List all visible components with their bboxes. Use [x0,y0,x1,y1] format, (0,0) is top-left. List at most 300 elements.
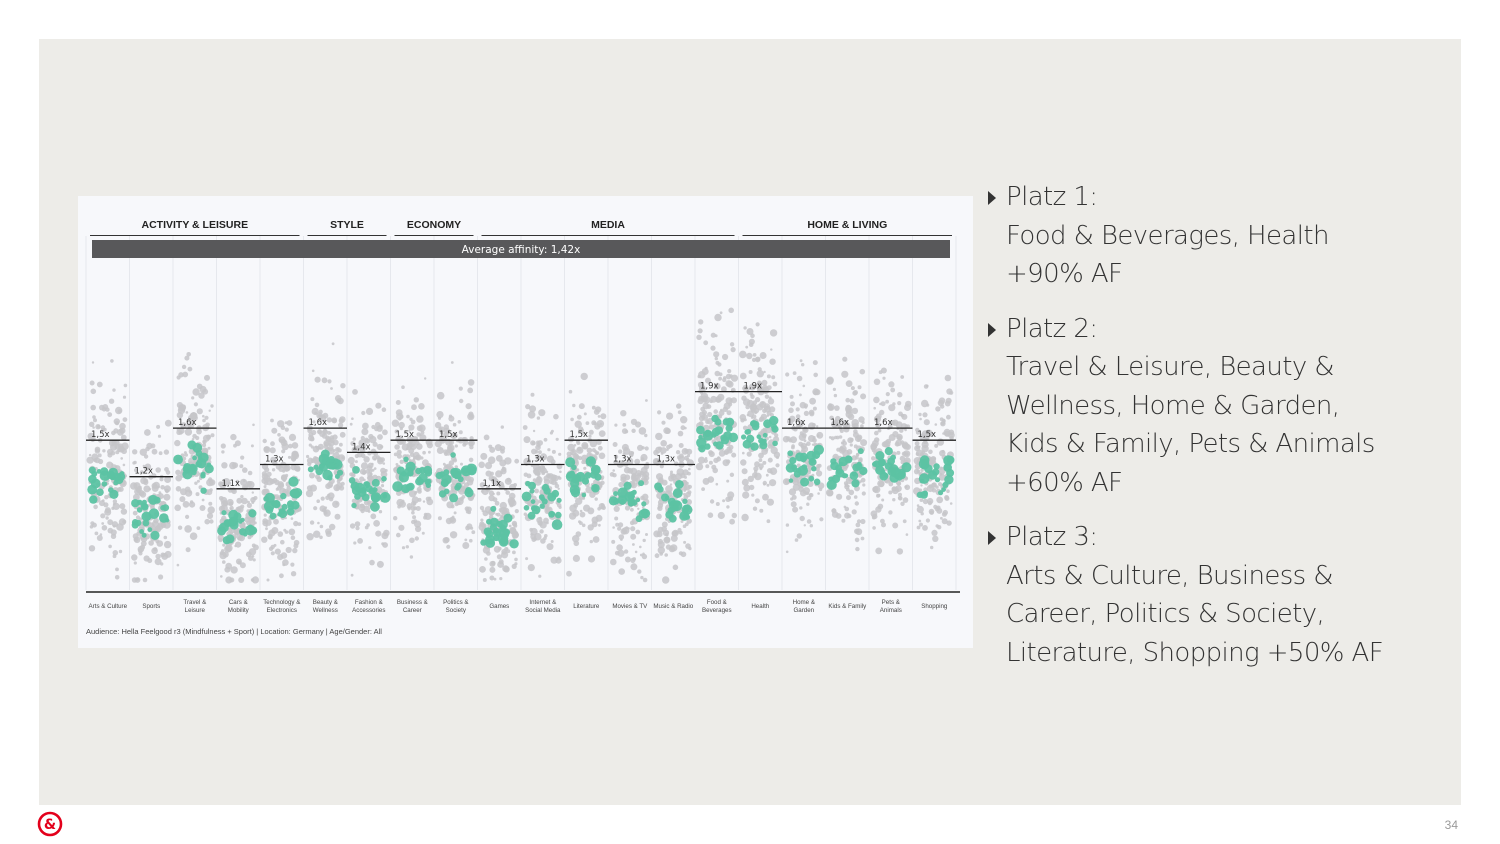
data-point [281,552,288,559]
data-point [111,529,117,535]
data-point [533,430,535,432]
chart-footnote: Audience: Hella Feelgood r3 (Mindfulness + Sport) | Location: Germany | Age/Gender: All [86,627,382,636]
data-point [712,468,718,474]
category-tick-label [751,603,769,610]
highlight-data-point [196,450,203,457]
data-point [696,335,701,340]
data-point [851,386,855,390]
data-point [845,507,850,512]
data-point [590,540,593,543]
data-point [897,482,901,486]
data-point [339,416,345,422]
data-point [422,459,429,466]
data-point [801,363,804,366]
data-point [572,450,575,453]
data-point [222,544,225,547]
data-point [132,461,135,464]
data-point [111,431,116,436]
data-point [762,494,769,501]
data-point [98,453,102,457]
data-point [382,429,388,435]
highlight-data-point [763,433,768,438]
category-tick-label-line: Health [751,603,770,610]
data-point [165,551,172,558]
data-point [209,519,213,523]
data-point [724,449,730,455]
highlight-data-point [630,491,635,496]
data-point [797,480,800,483]
data-point [872,526,876,530]
data-point [741,514,748,521]
data-point [165,420,172,427]
data-point [581,373,588,380]
highlight-data-point [830,458,836,464]
data-point [592,517,599,524]
highlight-data-point [850,471,859,480]
data-point [140,545,145,550]
data-point [240,495,243,498]
category-tick-label-line: Home & [792,599,815,606]
data-point [775,463,779,467]
data-point [408,440,415,447]
data-point [415,441,420,446]
data-point [378,425,383,430]
data-point [915,441,920,446]
data-point [406,545,409,548]
data-point [809,411,814,416]
data-point [495,470,502,477]
data-point [285,474,288,477]
highlight-data-point [802,464,808,470]
data-point [468,379,475,386]
data-point [113,503,120,510]
data-point [308,435,314,441]
data-point [705,464,709,468]
data-point [730,473,734,477]
data-point [713,409,718,414]
data-point [918,520,921,523]
data-point [708,512,714,518]
data-point [885,400,889,404]
data-point [306,455,309,458]
highlight-data-point [670,506,676,512]
data-point [936,497,943,504]
data-point [293,543,298,548]
data-point [175,470,180,475]
data-point [622,428,628,434]
data-point [381,484,384,487]
highlight-data-point [919,473,930,484]
data-point [238,508,242,512]
data-point [271,551,275,555]
data-point [309,444,312,447]
data-point [107,519,113,525]
median-value-label: 1,4x [352,442,371,453]
data-point [676,403,681,408]
data-point [512,551,516,555]
data-point [828,406,833,411]
data-point [620,474,626,480]
data-point [251,501,254,504]
data-point [355,454,359,458]
data-point [678,431,684,437]
data-point [581,442,588,449]
data-point [396,400,401,405]
data-point [946,415,951,420]
category-tick-label [183,599,207,614]
data-point [134,561,137,564]
data-point [683,524,687,528]
highlight-data-point [509,539,518,548]
data-point [806,503,809,506]
bullet-line: +60% AF [1006,467,1123,498]
highlight-data-point [322,470,332,480]
highlight-data-point [654,483,662,491]
highlight-data-point [796,468,802,474]
data-point [816,464,820,468]
data-point [186,352,191,357]
category-tick-label-line: Literature [573,603,600,610]
data-point [745,346,748,349]
data-point [713,351,719,357]
data-point [415,536,419,540]
data-point [722,499,725,502]
data-point [508,497,515,504]
data-point [459,387,463,391]
category-tick-label-line: Internet & [529,599,557,606]
data-point [683,541,686,544]
data-point [291,517,294,520]
data-point [277,433,281,437]
data-point [489,561,495,567]
highlight-data-point [711,415,719,423]
data-point [368,510,371,513]
data-point [836,513,842,519]
data-point [135,577,141,583]
data-point [196,492,200,496]
data-point [530,440,535,445]
data-point [202,419,206,423]
data-point [208,506,215,513]
data-point [635,530,640,535]
bullet-line: Platz 3: [1006,522,1098,552]
highlight-data-point [315,467,323,475]
data-point [701,487,705,491]
data-point [792,507,798,513]
data-point [278,531,284,537]
data-point [680,416,687,423]
data-point [525,557,528,560]
data-point [875,548,882,555]
highlight-data-point [524,505,530,511]
data-point [756,404,763,411]
data-point [198,392,204,398]
data-point [205,423,210,428]
highlight-data-point [684,505,690,511]
data-point [714,314,721,321]
data-point [251,444,254,447]
data-point [481,523,484,526]
data-point [879,403,882,406]
data-point [892,420,898,426]
data-point [846,495,851,500]
data-point [770,329,777,336]
category-tick-label-line: Career [402,607,422,614]
data-point [92,415,96,419]
data-point [566,571,572,577]
data-point [783,436,790,443]
highlight-data-point [557,498,562,503]
data-point [402,546,405,549]
data-point [705,367,708,370]
data-point [375,403,381,409]
highlight-data-point [679,511,689,521]
data-point [700,407,705,412]
data-point [306,490,313,497]
highlight-data-point [591,465,601,475]
data-point [786,551,789,554]
data-point [89,545,95,551]
highlight-data-point [217,526,226,535]
chart-group-label: MEDIA [591,219,625,231]
highlight-data-point [132,522,139,529]
data-point [813,390,818,395]
data-point [753,353,757,357]
data-point [660,440,667,447]
data-point [123,396,126,399]
category-tick-label [702,599,732,614]
data-point [860,439,867,446]
data-point [900,375,904,379]
data-point [383,530,390,537]
data-point [625,526,628,529]
data-point [756,322,760,326]
data-point [362,423,369,430]
data-point [635,551,638,554]
data-point [611,540,615,544]
data-point [97,382,103,388]
data-point [757,370,764,377]
data-point [759,509,763,513]
data-point [592,406,596,410]
data-point [559,506,562,509]
data-point [329,524,335,530]
data-point [179,496,185,502]
data-point [240,562,246,568]
data-point [688,468,691,471]
data-point [679,443,684,448]
data-point [446,518,452,524]
data-point [809,398,816,405]
data-point [460,463,463,466]
data-point [580,512,586,518]
data-point [728,496,733,501]
data-point [539,523,542,526]
highlight-data-point [351,503,356,508]
data-point [140,449,147,456]
data-point [267,472,272,477]
data-point [140,478,147,485]
data-point [846,380,853,387]
data-point [370,473,373,476]
data-point [397,454,402,459]
data-point [325,483,331,489]
data-point [197,384,203,390]
data-point [333,484,340,491]
data-point [224,567,230,573]
bullet-arrow-icon [988,531,996,545]
data-point [791,501,797,507]
highlight-data-point [406,462,416,472]
data-point [642,506,645,509]
data-point [873,397,880,404]
data-point [202,415,205,418]
data-point [179,428,185,434]
data-point [273,519,279,525]
data-point [420,456,423,459]
data-point [352,389,358,395]
data-point [102,499,105,502]
data-point [897,548,903,554]
data-point [158,574,163,579]
data-point [641,478,644,481]
highlight-data-point [628,500,634,506]
data-point [904,404,911,411]
data-point [722,354,728,360]
data-point [502,467,505,470]
data-point [944,431,950,437]
data-point [640,454,647,461]
data-point [383,462,386,465]
data-point [719,410,725,416]
data-point [253,497,255,499]
data-point [939,397,946,404]
data-point [537,444,540,447]
category-tick-label-line: Beauty & [312,599,338,606]
data-point [512,521,517,526]
category-tick-label-line: Games [489,603,510,610]
highlight-data-point [335,474,340,479]
median-value-label: 1,6x [308,418,328,429]
data-point [375,531,381,537]
data-point [630,521,635,526]
data-point [732,513,737,518]
data-point [854,529,860,535]
data-point [310,520,314,524]
data-point [572,404,575,407]
data-point [573,555,580,562]
data-point [658,447,662,451]
data-point [351,574,354,577]
data-point [309,473,315,479]
data-point [452,488,455,491]
highlight-data-point [308,466,314,472]
data-point [767,484,770,487]
data-point [804,403,808,407]
data-point [466,403,472,409]
data-point [727,381,734,388]
data-point [279,573,284,578]
bullet-line: Career, Politics & Society, [1006,599,1325,629]
data-point [903,443,910,450]
highlight-data-point [137,507,143,513]
data-point [577,447,582,452]
data-point [509,484,516,491]
highlight-data-point [245,525,256,536]
data-point [264,514,267,517]
data-point [800,516,805,521]
data-point [945,375,952,382]
highlight-data-point [229,519,236,526]
category-tick-label-line: Social Media [525,607,561,614]
data-point [862,483,865,486]
highlight-data-point [407,483,415,491]
highlight-data-point [665,496,670,501]
data-point [940,404,944,408]
data-point [115,575,120,580]
data-point [488,456,496,464]
data-point [178,404,186,412]
data-point [489,567,495,573]
highlight-data-point [566,471,576,481]
data-point [816,470,822,476]
data-point [841,371,848,378]
data-point [178,372,183,377]
data-point [102,449,105,452]
data-point [374,427,379,432]
data-point [788,408,794,414]
data-point [766,474,769,477]
data-point [236,498,242,504]
data-point [755,357,761,363]
data-point [288,444,293,449]
data-point [380,445,383,448]
data-point [332,501,339,508]
data-point [916,452,919,455]
data-point [630,558,635,563]
data-point [860,369,866,375]
highlight-data-point [141,512,151,522]
data-point [333,440,339,446]
data-point [248,471,253,476]
data-point [676,450,680,454]
highlight-data-point [795,452,804,461]
data-point [767,499,774,506]
data-point [758,463,764,469]
data-point [202,443,206,447]
bullet-platz-2 [988,310,1448,503]
highlight-data-point [669,515,677,523]
data-point [105,516,108,519]
data-point [360,509,364,513]
data-point [159,477,163,481]
data-point [657,506,662,511]
data-point [791,446,795,450]
category-tick-label-line: Garden [793,607,815,614]
data-point [741,396,746,401]
median-value-label: 1,3x [265,454,284,465]
highlight-data-point [451,468,462,479]
data-point [221,549,224,552]
data-point [183,501,190,508]
data-point [926,518,930,522]
category-tick-label-line: Politics & [443,599,469,606]
data-point [850,438,854,442]
data-point [892,523,898,529]
data-point [91,389,97,395]
data-point [372,455,377,460]
data-point [850,399,855,404]
